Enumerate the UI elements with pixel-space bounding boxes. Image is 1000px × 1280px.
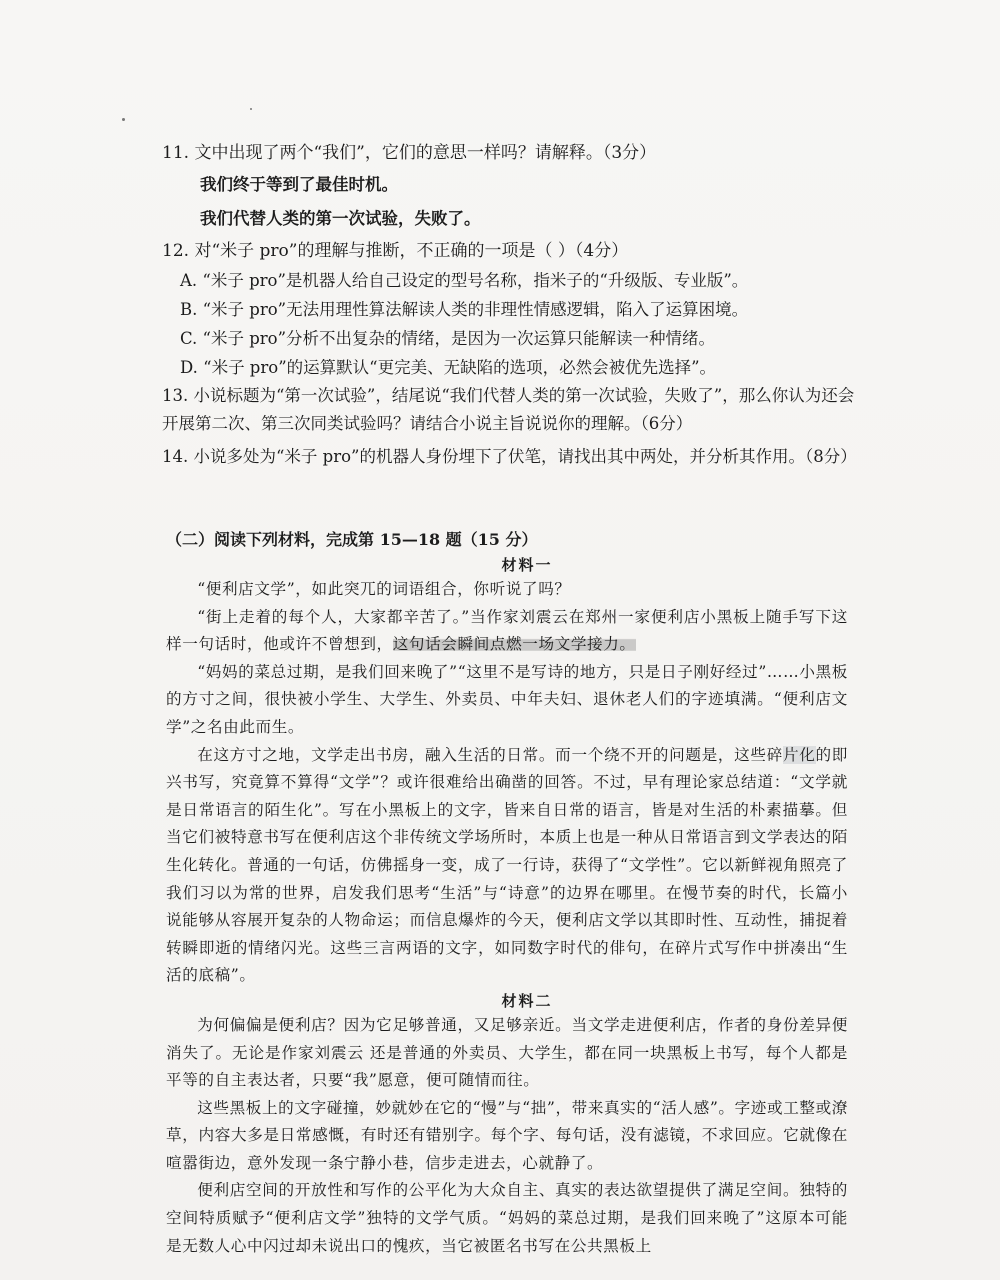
q12-option-c: C. “米子 pro”分析不出复杂的情绪，是因为一次运算只能解读一种情绪。 [180,329,716,348]
material-1-paragraph [166,742,848,990]
question-14: 14. 小说多处为“米子 pro”的机器人身份埋下了伏笔，请找出其中两处，并分析其作用。（8分） [162,447,857,466]
material-2-paragraph: 便利店空间的开放性和写作的公平化为大众自主、真实的表达欲望提供了满足空间。独特的空间特质赋予“便利店文学”独特的文学气质。“妈妈的菜总过期，是我们回来晚了”这原本可能是无数人心中闪过却未说出口的愧疚，当它被匿名书写在公共黑板上 [166,1181,848,1255]
scan-speck [122,118,125,121]
q12-option-d: D. “米子 pro”的运算默认“更完美、无缺陷的选项，必然会被优先选择”。 [180,358,717,377]
highlighted-text: 片化 [782,745,816,764]
q11-sentence-2: 我们代替人类的第一次试验，失败了。 [200,209,481,228]
q11-sentence-1: 我们终于等到了最佳时机。 [200,175,398,194]
material-2-paragraph: 这些黑板上的文字碰撞，妙就妙在它的“慢”与“拙”，带来真实的“活人感”。字迹或工整或潦草，内容大多是日常感慨，有时还有错别字。每个字、每句话，没有滤镜，不求回应。它就像在喧嚣街边，意外发现一条宁静小巷，信步走进去，心就静了。 [166,1098,848,1172]
highlighted-text: 这句话会瞬间点燃一场文学接力。 [392,635,636,654]
paragraph-text: 在这方寸之地，文学走出书房，融入生活的日常。而一个绕不开的问题是，这些碎 [197,745,783,764]
reading-section [166,526,848,1260]
material-2-paragraph: 为何偏偏是便利店？因为它足够普通，又足够亲近。当文学走进便利店，作者的身份差异便消失了。无论是作家刘震云 还是普通的外卖员、大学生，都在同一块黑板上书写，每个人都是平等的自主表达者，只要“我”愿意，便可随情而往。 [166,1015,848,1090]
section-title: （二）阅读下列材料，完成第 15—18 题（15 分） [166,530,538,549]
paragraph-text: “街上走着的每个人，大家都辛苦了。”当作家刘震云在郑州一家便利店小黑板上随手写下这样一句话时，他或许不曾想到， [166,607,848,654]
questions-section [162,138,862,474]
question-12: 12. 对“米子 pro”的理解与推断，不正确的一项是（ ）（4分） [162,241,629,261]
scan-speck [250,108,252,110]
material-1-title: 材料一 [501,556,553,574]
material-1-paragraph: “便利店文学”，如此突兀的词语组合，你听说了吗？ [197,580,571,598]
q12-option-a: A. “米子 pro”是机器人给自己设定的型号名称，指米子的“升级版、专业版”。 [180,271,749,290]
question-13: 13. 小说标题为“第一次试验”，结尾说“我们代替人类的第一次试验，失败了”，那么你认为还会开展第二次、第三次同类试验吗？请结合小说主旨说说你的理解。（6分） [162,386,855,433]
material-2-title: 材料二 [501,991,553,1010]
material-1-paragraph: “妈妈的菜总过期，是我们回来晚了”“这里不是写诗的地方，只是日子刚好经过”……小黑板的方寸之间，很快被小学生、大学生、外卖员、中年夫妇、退休老人们的字迹填满。“便利店文学”之名由此而生。 [166,662,848,736]
question-11: 11. 文中出现了两个“我们”，它们的意思一样吗？请解释。（3分） [162,143,657,163]
q12-option-b: B. “米子 pro”无法用理性算法解读人类的非理性情感逻辑，陷入了运算困境。 [180,300,749,319]
paragraph-text: 的即兴书写，究竟算不算得“文学”？或许很难给出确凿的回答。不过，早有理论家总结道：“文学就是日常语言的陌生化”。写在小黑板上的文字，皆来自日常的语言，皆是对生活的朴素描摹。但当它们被特意书写在便利店这个非传统文学场所时，本质上也是一种从日常语言到文学表达的陌生化转化。普通的一句话，仿佛摇身一变，成了一行诗，获得了“文学性”。它以新鲜视角照亮了我们习以为常的世界，启发我们思考“生活”与“诗意”的边界在哪里。在慢节奏的时代，长篇小说能够从容展开复杂的人物命运；而信息爆炸的今天，便利店文学以其即时性、互动性，捕捉着转瞬即逝的情绪闪光。这些三言两语的文字，如同数字时代的俳句，在碎片式写作中拼凑出“生活的底稿”。 [166,745,848,985]
material-1-paragraph [166,604,848,659]
